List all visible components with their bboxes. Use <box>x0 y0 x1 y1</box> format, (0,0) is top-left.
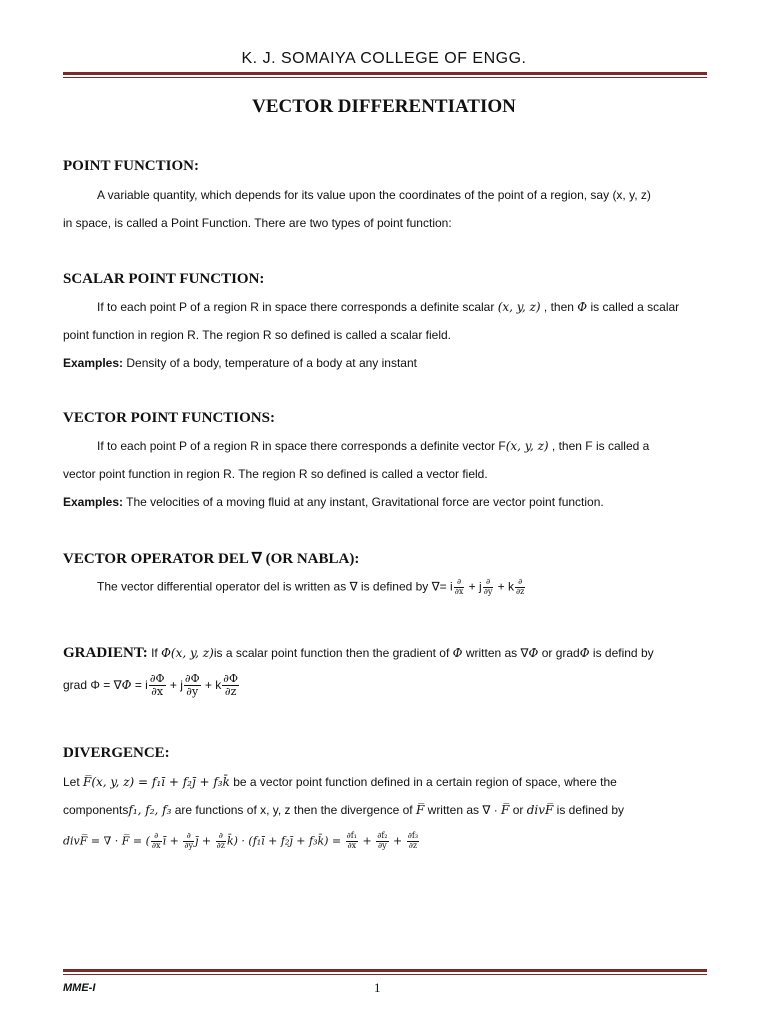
scalar-line-1 <box>97 300 679 314</box>
fraction-d-dy: $\frac{\partial}{\partial y}$ <box>483 577 493 596</box>
footer-course: MME-I <box>63 982 96 994</box>
point-function-line-1: A variable quantity, which depends for its value upon the coordinates of the point of a region, say (x, y, z) <box>97 188 651 202</box>
grad-eq-i: = i <box>131 677 148 692</box>
page-title: VECTOR DIFFERENTIATION <box>252 96 516 117</box>
scalar-line-2: point function in region R. The region R so defined is called a scalar field. <box>63 328 452 342</box>
gradient-intro <box>63 645 654 662</box>
div-components: f₁, f₂, f₃ <box>128 803 172 817</box>
div-jbar: j̄ + <box>194 834 215 848</box>
gradient-phi-3: Φ <box>579 646 590 660</box>
heading-divergence: DIVERGENCE: <box>63 745 170 761</box>
scalar-examples-label: Examples: <box>63 356 124 370</box>
heading-scalar-point-function: SCALAR POINT FUNCTION: <box>63 271 265 287</box>
div-line-2-d: or <box>509 803 527 817</box>
vector-examples <box>63 495 604 509</box>
divergence-line-1 <box>63 775 617 789</box>
footer-rule <box>63 969 707 975</box>
gradient-formula <box>63 673 240 698</box>
divergence-formula <box>63 832 420 851</box>
scalar-line-1-text-c: is called a scalar <box>587 300 680 314</box>
div-line-2-c: written as ∇ · <box>424 803 502 817</box>
div-F-1: F̅ <box>415 803 425 817</box>
del-text: The vector differential operator del is written as ∇ is defined by ∇= i <box>97 579 453 594</box>
fraction-d-dx: $\frac{\partial}{\partial x}$ <box>454 577 464 596</box>
vector-line-1 <box>97 439 649 453</box>
grad-lhs: grad Φ = ∇ <box>63 677 122 692</box>
del-operator-definition <box>97 578 526 597</box>
college-header: K. J. SOMAIYA COLLEGE OF ENGG. <box>241 50 527 67</box>
scalar-examples-text: Density of a body, temperature of a body at any instant <box>123 356 417 370</box>
plus-j: + j <box>465 579 482 594</box>
vector-coords-math: (x, y, z) <box>505 439 549 453</box>
gradient-text-a: If <box>147 646 162 660</box>
div-line-1-a: Let <box>63 775 84 789</box>
div-plus-1: + <box>358 834 376 848</box>
fraction-dphi-dz: $\frac{\partial\Phi}{\partial z}$ <box>223 672 239 699</box>
phi-symbol: Φ <box>577 300 588 314</box>
vector-line-2: vector point function in region R. The region R so defined is called a vector field. <box>63 467 488 481</box>
div-line-2-b: are functions of x, y, z then the divergence of <box>171 803 416 817</box>
heading-point-function: POINT FUNCTION: <box>63 158 199 174</box>
gradient-text-e: is defind by <box>589 646 654 660</box>
fraction-df2-dy: $\frac{\text{∂f₂}}{\partial y}$ <box>377 831 388 850</box>
div-ibar: ī + <box>162 834 183 848</box>
vector-line-1-text-b: , then F is called a <box>548 439 650 453</box>
vector-examples-text: The velocities of a moving fluid at any instant, Gravitational force are vector point function. <box>123 495 604 509</box>
heading-gradient: GRADIENT: <box>63 645 148 661</box>
vector-examples-label: Examples: <box>63 495 124 509</box>
fraction-d-dx-div: $\frac{\partial}{\partial x}$ <box>151 831 161 850</box>
gradient-text-b: is a scalar point function then the gradient of <box>213 646 453 660</box>
vector-line-1-text-a: If to each point P of a region R in space there corresponds a definite vector F <box>97 439 506 453</box>
div-divF: divF̅ <box>526 803 554 817</box>
scalar-examples <box>63 356 417 370</box>
div-line-2-a: components <box>63 803 129 817</box>
heading-del-operator: VECTOR OPERATOR DEL ∇ (OR NABLA): <box>63 551 360 567</box>
heading-vector-point-functions: VECTOR POINT FUNCTIONS: <box>63 410 275 426</box>
div-kbar: k̄) · (f₁ī + f₂j̄ + f₃k̄) = <box>226 834 345 848</box>
scalar-line-1-text-b: , then <box>540 300 578 314</box>
scalar-coords-math: (x, y, z) <box>497 300 541 314</box>
fraction-df1-dx: $\frac{\text{∂f₁}}{\partial x}$ <box>346 831 357 850</box>
header-rule <box>63 72 707 78</box>
grad-plus-j: + j <box>166 677 183 692</box>
page-number: 1 <box>374 980 381 995</box>
div-formula-eq1: = ∇ · F̅ = ( <box>87 834 150 848</box>
div-line-2-e: is defined by <box>553 803 625 817</box>
div-vector-field: F̅(x, y, z) = f₁ī + f₂j̄ + f₃k̄ <box>83 775 230 789</box>
grad-phi: Φ <box>121 677 132 692</box>
div-F-2: F̅ <box>501 803 510 817</box>
fraction-d-dz-div: $\frac{\partial}{\partial z}$ <box>216 831 225 850</box>
div-line-1-b: be a vector point function defined in a certain region of space, where the <box>229 775 617 789</box>
div-formula-lhs: divF̅ <box>63 834 88 848</box>
fraction-dphi-dy: $\frac{\partial\Phi}{\partial y}$ <box>184 672 200 699</box>
point-function-line-2: in space, is called a Point Function. There are two types of point function: <box>63 216 452 230</box>
fraction-dphi-dx: $\frac{\partial\Phi}{\partial x}$ <box>149 672 165 699</box>
fraction-d-dz: $\frac{\partial}{\partial z}$ <box>516 577 525 596</box>
scalar-line-1-text-a: If to each point P of a region R in space there corresponds a definite scalar <box>97 300 498 314</box>
gradient-phi-xyz: Φ(x, y, z) <box>161 646 214 660</box>
fraction-d-dy-div: $\frac{\partial}{\partial y}$ <box>184 831 193 850</box>
plus-k: + k <box>494 579 515 594</box>
divergence-line-2 <box>63 803 624 817</box>
div-plus-2: + <box>389 834 406 848</box>
gradient-text-c: written as ∇ <box>462 646 529 660</box>
gradient-phi-2: Φ <box>528 646 539 660</box>
gradient-phi-1: Φ <box>452 646 463 660</box>
gradient-text-d: or grad <box>538 646 580 660</box>
fraction-df3-dz: $\frac{\text{∂f₃}}{\partial z}$ <box>407 831 419 850</box>
grad-plus-k: + k <box>201 677 222 692</box>
